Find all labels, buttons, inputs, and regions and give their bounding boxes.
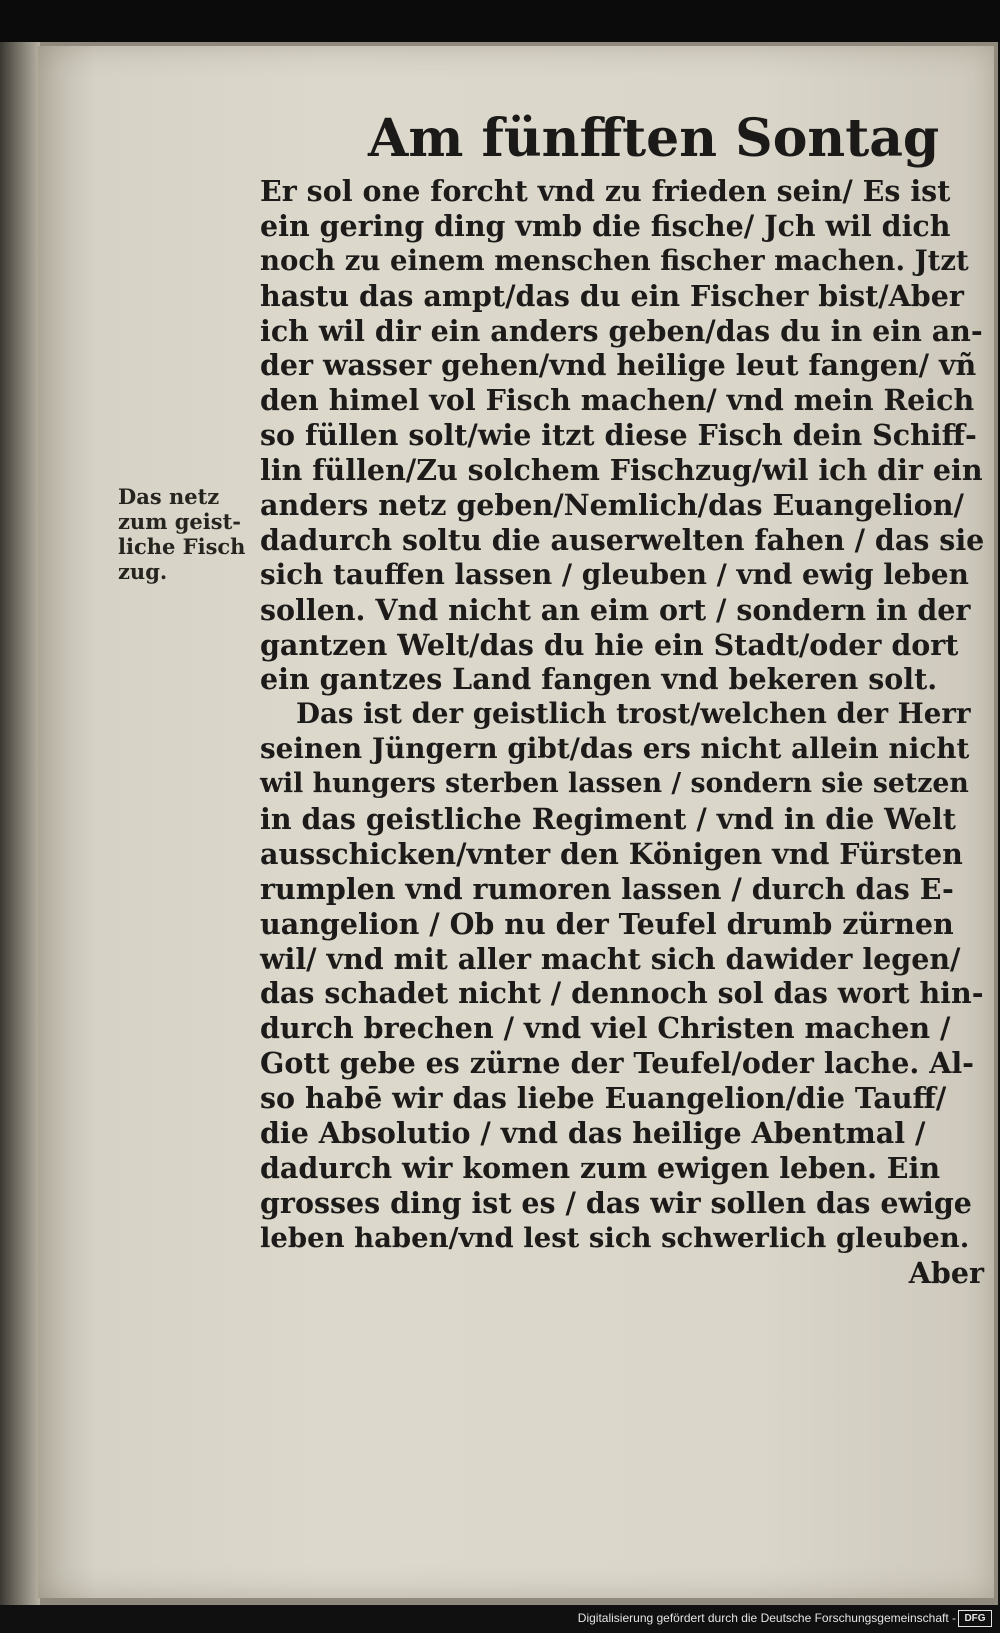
- top-scan-border: [0, 0, 1000, 42]
- text-line: so habē wir das liebe Euangelion/die Tauff/: [260, 1081, 947, 1116]
- text-line: ein gantzes Land fangen vnd bekeren solt.: [260, 662, 938, 697]
- text-line: noch zu einem menschen fischer machen. Jtzt: [260, 244, 969, 277]
- text-line: seinen Jüngern gibt/das ers nicht allein nicht: [260, 732, 970, 766]
- text-line: anders netz geben/Nemlich/das Euangelion/: [260, 488, 964, 523]
- page-heading: Am fünfften Sontag: [368, 108, 940, 169]
- text-line: gantzen Welt/das du hie ein Stadt/oder dort: [260, 627, 959, 662]
- text-line: sich tauffen lassen / gleuben / vnd ewig leben: [260, 557, 969, 591]
- catchword: Aber: [908, 1255, 984, 1290]
- marginal-line: zum geist-: [118, 509, 241, 534]
- text-line: durch brechen / vnd viel Christen machen /: [260, 1011, 951, 1046]
- book-page: [38, 46, 994, 1598]
- text-line: lin füllen/Zu solchem Fischzug/wil ich dir ein: [260, 453, 983, 488]
- text-line: das schadet nicht / dennoch sol das wort hin-: [260, 976, 984, 1011]
- marginal-line: liche Fisch: [118, 534, 246, 559]
- body-text: [260, 174, 984, 1291]
- text-line: hastu das ampt/das du ein Fischer bist/Aber: [260, 278, 964, 313]
- text-line: uangelion / Ob nu der Teufel drumb zürnen: [260, 906, 954, 941]
- text-line: leben haben/vnd lest sich schwerlich gleuben.: [260, 1221, 970, 1254]
- text-line: so füllen solt/wie itzt diese Fisch dein Schiff-: [260, 418, 977, 453]
- marginal-note: [118, 484, 258, 584]
- dfg-logo-icon: DFG: [958, 1610, 992, 1627]
- footer-credit: Digitalisierung gefördert durch die Deutsche Forschungsgemeinschaft -: [577, 1611, 956, 1625]
- text-line: den himel vol Fisch machen/ vnd mein Reich: [260, 383, 975, 418]
- book-scan: [0, 42, 998, 1605]
- marginal-line: Das netz: [118, 484, 220, 509]
- text-line: die Absolutio / vnd das heilige Abentmal /: [260, 1116, 926, 1151]
- text-line: wil/ vnd mit aller macht sich dawider legen/: [260, 941, 961, 976]
- text-line: rumplen vnd rumoren lassen / durch das E-: [260, 871, 954, 906]
- text-line: dadurch soltu die auserwelten fahen / das sie: [260, 522, 985, 557]
- marginal-line: zug.: [118, 559, 168, 584]
- text-line: dadurch wir komen zum ewigen leben. Ein: [260, 1150, 941, 1185]
- text-line: Gott gebe es zürne der Teufel/oder lache. Al-: [260, 1046, 974, 1081]
- text-line: sollen. Vnd nicht an eim ort / sondern in der: [260, 592, 971, 627]
- text-line: der wasser gehen/vnd heilige leut fangen/ vñ: [260, 348, 977, 383]
- text-line: Er sol one forcht vnd zu frieden sein/ Es ist: [260, 174, 951, 208]
- paragraph-start-line: Das ist der geistlich trost/welchen der Herr: [296, 697, 971, 731]
- text-line: wil hungers sterben lassen / sondern sie setzen: [260, 768, 969, 800]
- text-line: ausschicken/vnter den Königen vnd Fürsten: [260, 836, 963, 871]
- text-line: ein gering ding vmb die fische/ Jch wil dich: [260, 208, 951, 243]
- binding-shadow: [0, 42, 40, 1605]
- text-line: ich wil dir ein anders geben/das du in ein an-: [260, 313, 983, 348]
- text-line: grosses ding ist es / das wir sollen das ewige: [260, 1185, 972, 1220]
- text-line: in das geistliche Regiment / vnd in die Welt: [260, 802, 956, 837]
